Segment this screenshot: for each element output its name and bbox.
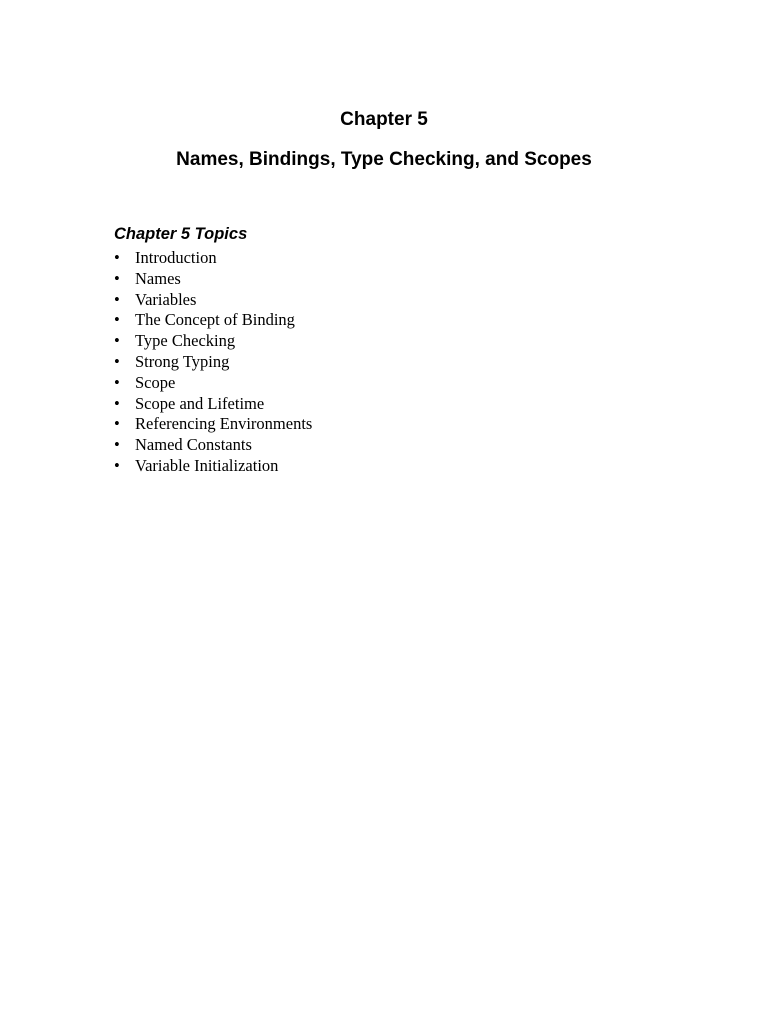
list-item bbox=[114, 435, 312, 456]
bullet-icon: • bbox=[114, 331, 120, 351]
bullet-icon: • bbox=[114, 414, 120, 434]
list-item bbox=[114, 352, 312, 373]
topics-heading: Chapter 5 Topics bbox=[114, 225, 248, 243]
topic-label: The Concept of Binding bbox=[135, 310, 295, 330]
bullet-icon: • bbox=[114, 393, 120, 413]
topics-list bbox=[114, 248, 312, 477]
list-item bbox=[114, 414, 312, 435]
bullet-icon: • bbox=[114, 310, 120, 330]
list-item bbox=[114, 373, 312, 394]
bullet-icon: • bbox=[114, 268, 120, 288]
topic-label: Scope bbox=[135, 372, 176, 392]
bullet-icon: • bbox=[114, 435, 120, 455]
topic-label: Strong Typing bbox=[135, 351, 230, 371]
topic-label: Scope and Lifetime bbox=[135, 393, 265, 413]
topic-label: Named Constants bbox=[135, 435, 252, 455]
list-item bbox=[114, 331, 312, 352]
bullet-icon: • bbox=[114, 248, 120, 267]
list-item bbox=[114, 248, 312, 269]
topic-label: Referencing Environments bbox=[135, 414, 313, 434]
chapter-label: Chapter 5 bbox=[340, 109, 428, 130]
chapter-title: Names, Bindings, Type Checking, and Scopes bbox=[176, 149, 592, 170]
topic-label: Type Checking bbox=[135, 331, 236, 351]
topic-label: Introduction bbox=[135, 248, 217, 267]
topic-label: Variable Initialization bbox=[135, 455, 279, 475]
list-item bbox=[114, 456, 312, 477]
list-item bbox=[114, 310, 312, 331]
topic-label: Variables bbox=[135, 289, 197, 309]
bullet-icon: • bbox=[114, 289, 120, 309]
list-item bbox=[114, 394, 312, 415]
bullet-icon: • bbox=[114, 351, 120, 371]
list-item bbox=[114, 269, 312, 290]
bullet-icon: • bbox=[114, 455, 120, 475]
bullet-icon: • bbox=[114, 372, 120, 392]
list-item bbox=[114, 290, 312, 311]
topic-label: Names bbox=[135, 268, 181, 288]
